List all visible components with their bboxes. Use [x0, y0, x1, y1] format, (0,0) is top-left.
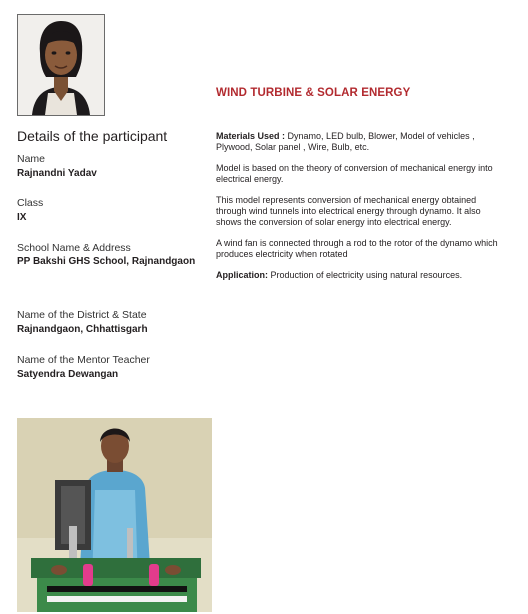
school-value: PP Bakshi GHS School, Rajnandgaon [17, 256, 196, 267]
district-label: Name of the District & State [17, 309, 147, 321]
school-label: School Name & Address [17, 242, 131, 254]
materials-text: Dynamo, LED bulb, Blower, Model of vehicles , Plywood, Solar panel , Wire, Bulb, etc. [216, 131, 475, 152]
name-value: Rajnandni Yadav [17, 168, 97, 179]
class-label: Class [17, 197, 44, 209]
application-label: Application: [216, 270, 268, 280]
application-paragraph [216, 270, 506, 281]
description-paragraph: This model represents conversion of mechanical energy obtained through wind tunnels into electrical energy through dynamo. It also shows the conversion of solar energy into electrical energy. [216, 195, 481, 227]
participant-photo [17, 14, 105, 116]
mentor-label: Name of the Mentor Teacher [17, 354, 150, 366]
mentor-value: Satyendra Dewangan [17, 369, 119, 380]
name-label: Name [17, 153, 46, 165]
application-text: Production of electricity using natural resources. [270, 270, 463, 280]
theory-paragraph: Model is based on the theory of conversion of mechanical energy into electrical energy. [216, 163, 493, 184]
model-photo [17, 418, 212, 612]
class-value: IX [17, 212, 27, 223]
project-title: WIND TURBINE & SOLAR ENERGY [216, 87, 411, 99]
participant-section-title: Details of the participant [17, 128, 168, 144]
wind-fan-paragraph: A wind fan is connected through a rod to the rotor of the dynamo which produces electricity when rotated [216, 238, 498, 259]
materials-label: Materials Used : [216, 131, 286, 141]
district-value: Rajnandgaon, Chhattisgarh [17, 324, 148, 335]
materials-paragraph [216, 131, 506, 153]
